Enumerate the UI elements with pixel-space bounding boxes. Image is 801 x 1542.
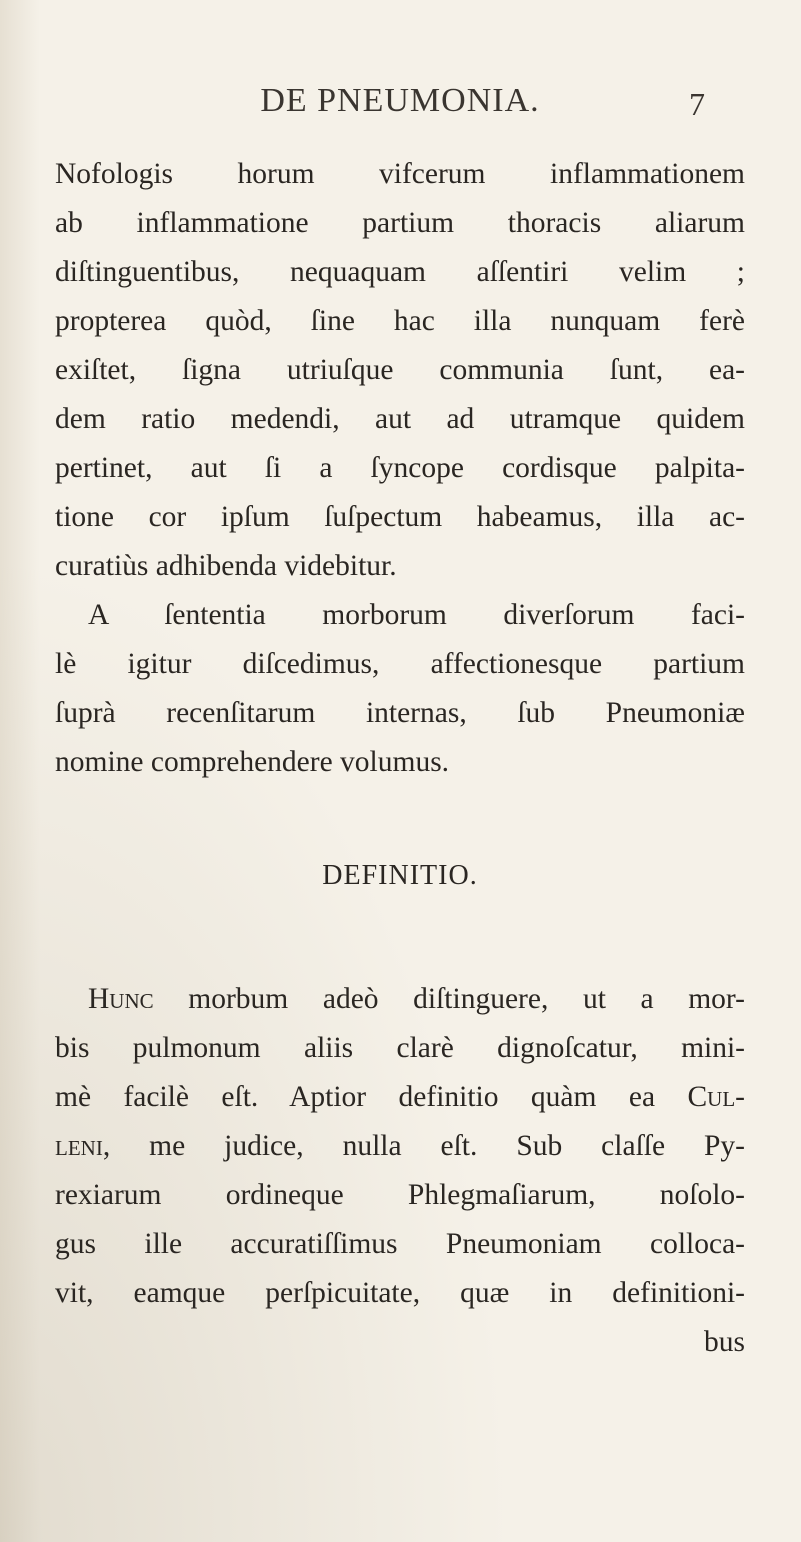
paragraph-intro	[55, 150, 745, 591]
text-line: gus ille accuratiſſimus Pneumoniam colloca-	[55, 1228, 745, 1260]
paragraph-definitio	[55, 975, 745, 1367]
running-head	[0, 82, 801, 122]
text-line: rexiarum ordineque Phlegmaſiarum, noſolo-	[55, 1179, 745, 1211]
text-line: curatiùs adhibenda videbitur.	[55, 550, 397, 582]
text-line: A ſententia morborum diverſorum faci-	[88, 599, 745, 631]
paragraph-sententia	[55, 591, 745, 787]
text-line: ſuprà recenſitarum internas, ſub Pneumoniæ	[55, 697, 745, 729]
section-heading: DEFINITIO.	[322, 860, 478, 891]
author-name: Cul-	[687, 1081, 745, 1113]
text-line: diſtinguentibus, nequaquam aſſentiri velim ;	[55, 256, 745, 288]
text-span: morbum adeò diſtinguere, ut a mor-	[153, 983, 745, 1015]
initial-word: Hunc	[88, 983, 154, 1015]
text-span: , me judice, nulla eſt. Sub claſſe Py-	[102, 1130, 745, 1162]
text-line: dem ratio medendi, aut ad utramque quidem	[55, 403, 745, 435]
text-line	[55, 1073, 745, 1122]
text-line: pertinet, aut ſi a ſyncope cordisque palpita-	[55, 452, 745, 484]
text-line	[55, 975, 745, 1024]
text-line: Nofologis horum vifcerum inflammationem	[55, 158, 745, 190]
text-line: ab inflammatione partium thoracis aliarum	[55, 207, 745, 239]
text-line: tione cor ipſum ſuſpectum habeamus, illa ac-	[55, 501, 745, 533]
text-line: exiſtet, ſigna utriuſque communia ſunt, ea-	[55, 354, 745, 386]
text-line: bis pulmonum aliis clarè dignoſcatur, mini-	[55, 1032, 745, 1064]
text-line: propterea quòd, ſine hac illa nunquam ferè	[55, 305, 745, 337]
text-line: lè igitur diſcedimus, affectionesque partium	[55, 648, 745, 680]
text-line: vit, eamque perſpicuitate, quæ in definitioni-	[55, 1277, 745, 1309]
text-line: nomine comprehendere volumus.	[55, 746, 450, 778]
text-line	[55, 1122, 745, 1171]
running-title: DE PNEUMONIA.	[260, 82, 540, 119]
author-name: leni	[55, 1130, 103, 1162]
page-number: 7	[689, 86, 705, 122]
catchword: bus	[704, 1326, 745, 1358]
text-span: mè facilè eſt. Aptior definitio quàm ea	[55, 1081, 688, 1113]
